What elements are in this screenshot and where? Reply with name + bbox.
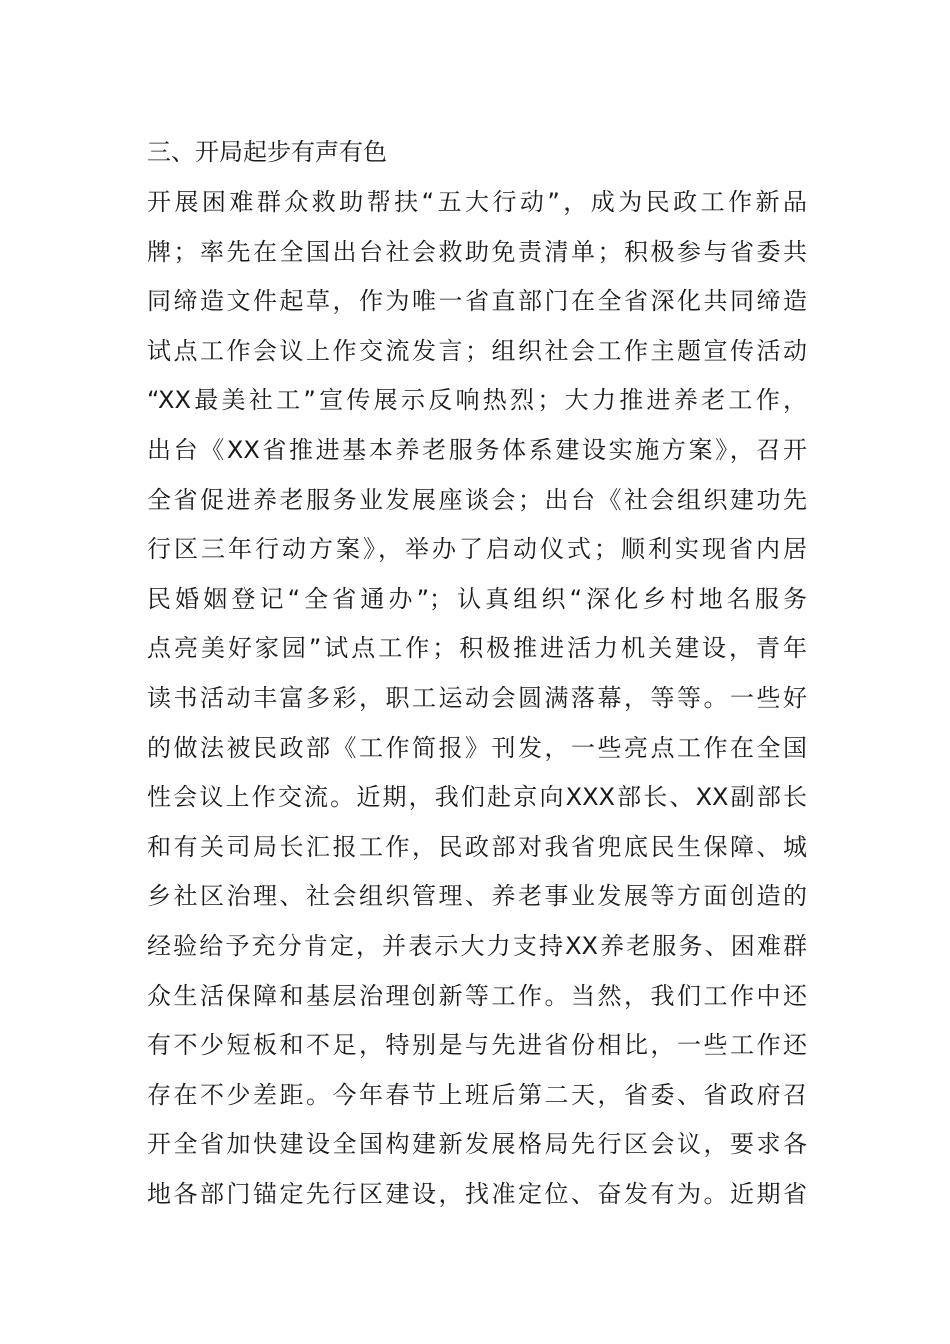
paragraph-line: 民婚姻登记“全省通办”；认真组织“深化乡村地名服务 xyxy=(147,584,807,613)
paragraph-line: 地各部门锚定先行区建设，找准定位、奋发有为。近期省 xyxy=(147,1179,807,1208)
paragraph-line: 读书活动丰富多彩，职工运动会圆满落幕，等等。一些好 xyxy=(147,683,807,712)
paragraph-line: 行区三年行动方案》，举办了启动仪式；顺利实现省内居 xyxy=(147,535,807,564)
paragraph-line: 的做法被民政部《工作简报》刊发，一些亮点工作在全国 xyxy=(147,733,807,762)
paragraph-line: 试点工作会议上作交流发言；组织社会工作主题宣传活动 xyxy=(147,336,807,365)
paragraph-line: 有不少短板和不足，特别是与先进省份相比，一些工作还 xyxy=(147,1031,807,1060)
paragraph-line: 和有关司局长汇报工作，民政部对我省兜底民生保障、城 xyxy=(147,832,807,861)
paragraph-line: 全省促进养老服务业发展座谈会；出台《社会组织建功先 xyxy=(147,485,807,514)
paragraph-line: 性会议上作交流。近期，我们赴京向XXX部长、XX副部长 xyxy=(147,783,807,812)
section-heading: 三、开局起步有声有色 xyxy=(147,138,387,166)
paragraph-line: 点亮美好家园”试点工作；积极推进活力机关建设，青年 xyxy=(147,634,807,663)
paragraph-line: “XX最美社工”宣传展示反响热烈；大力推进养老工作， xyxy=(147,386,807,415)
paragraph-line: 存在不少差距。今年春节上班后第二天，省委、省政府召 xyxy=(147,1080,807,1109)
paragraph-line: 出台《XX省推进基本养老服务体系建设实施方案》，召开 xyxy=(147,435,807,464)
paragraph-line: 开展困难群众救助帮扶“五大行动”，成为民政工作新品 xyxy=(147,188,807,216)
paragraph-line: 同缔造文件起草，作为唯一省直部门在全省深化共同缔造 xyxy=(147,287,807,316)
paragraph-line: 牌；率先在全国出台社会救助免责清单；积极参与省委共 xyxy=(147,237,807,266)
body-paragraph xyxy=(147,184,807,1225)
paragraph-line: 开全省加快建设全国构建新发展格局先行区会议，要求各 xyxy=(147,1130,807,1159)
paragraph-line: 乡社区治理、社会组织管理、养老事业发展等方面创造的 xyxy=(147,882,807,911)
paragraph-line: 众生活保障和基层治理创新等工作。当然，我们工作中还 xyxy=(147,981,807,1010)
paragraph-line: 经验给予充分肯定，并表示大力支持XX养老服务、困难群 xyxy=(147,931,807,960)
